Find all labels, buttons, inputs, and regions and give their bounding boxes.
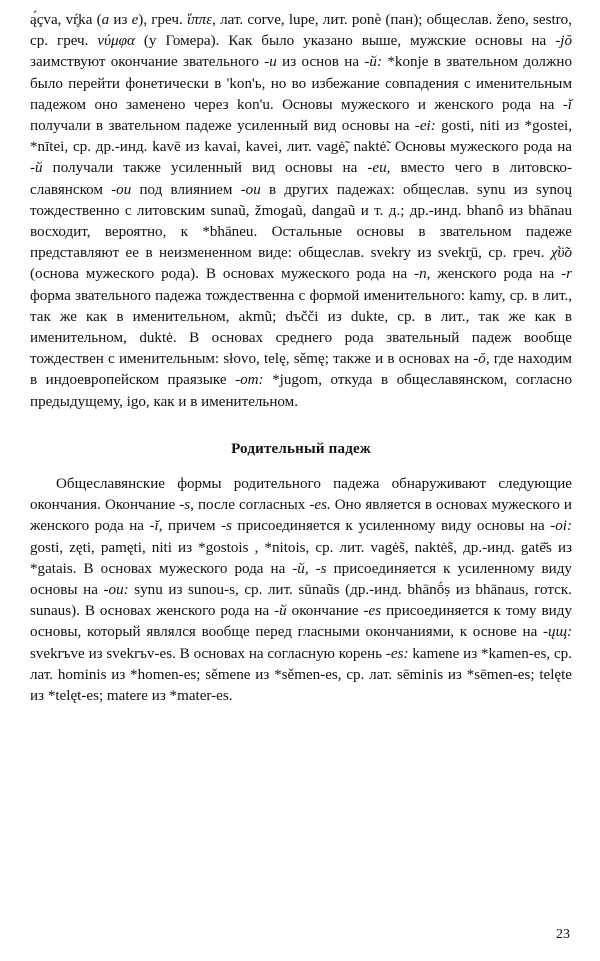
paragraph-genitive-case: Общеславянские формы родительного падежа обнаруживают следующие окончания. Окончание -s, после согласных -es. Оно является в основах мужеского и женского рода на -ĭ, причем -s присоединяется к усиленному виду основы на -oi: gosti, zęti, pamęti, niti из *gostois , *nitois, ср. лит. vagės̃, naktės̃, др.-инд. gatē̆s из *gatais. В основах мужеского рода на -й, -s присоединяется к усиленному виду основы на -ои: synu из sunou-s, ср. лит. sūnaũs (др.-инд. bhānṓṣ из bhānaus, готск. sunaus). В основах женского рода на -й окончание -es присоединяется к тому виду основы, который являлся вообще перед гласными окончаниями, к основе на -ųщ: svekrъve из svekrъv-es. В основах на согласную корень -es: kamene из *kamen-es, ср. лат. hominis из *homen-es; sěmene из *sěmen-es, ср. лат. sēminis из *sēmen-es; telęte из *telęt-es; matere из *mater-es. — [30, 476, 572, 705]
page-number: 23 — [556, 927, 570, 942]
page-body — [30, 10, 572, 707]
section-heading: Родительный падеж — [231, 440, 371, 457]
paragraph-vocative-case: ą́çva, vŕ̥ka (a из e), греч. ἵππε, лат. corve, lupe, лит. ponè (пан); общеслав. ženo, sestro, ср. греч. νύμφα (у Гомера). Как было указано выше, мужские основы на -jŏ заимствуют окончание звательного -и из основ на -й: *konje в звательном должно было перейти фонетически в 'kon'ь, но во избежание совпадения с именительным падежом оно заменено через kon'u. Основы мужеского и женского рода на -ĭ получали в звательном падеже усиленный вид основы на -ei: gosti, niti из *gostei, *nītei, ср. др.-инд. kavē из kavai, kavei, лит. vagė̃, naktė̃. Основы мужеского рода на -й получали также усиленный вид основы на -еи, вместо чего в литовско-славянском -ои под влиянием -ои в других падежах: общеслав. synu из synoų тождественно с литовским sunaũ, žmogaũ, dangaũ и т. д.; др.-инд. bhanô из bhānau восходит, вероятно, к *bhāneu. Остальные основы в звательном падеже представляют ее в неизмененном виде: общеслав. svekry из svekr̥ū, ср. греч. χ̔ϋ̃ο (основа мужеского рода). В основах мужеского рода на -n, женского рода на -r форма звательного падежа тождественна с формой именительного: kamy, ср. в лит., так же как в именительном, akmũ; dъčči из dukte, ср. в лит., так же как в именительном, duktė. В основах среднего рода звательный падеж вообще тождествен с именительным: słovo, telę, sěmę; также и в основах на -ŏ, где находим в индоевропейском праязыке -om: *jugom, откуда в общеславянском, согласно предыдущему, igo, как и в именительном. — [30, 12, 573, 410]
